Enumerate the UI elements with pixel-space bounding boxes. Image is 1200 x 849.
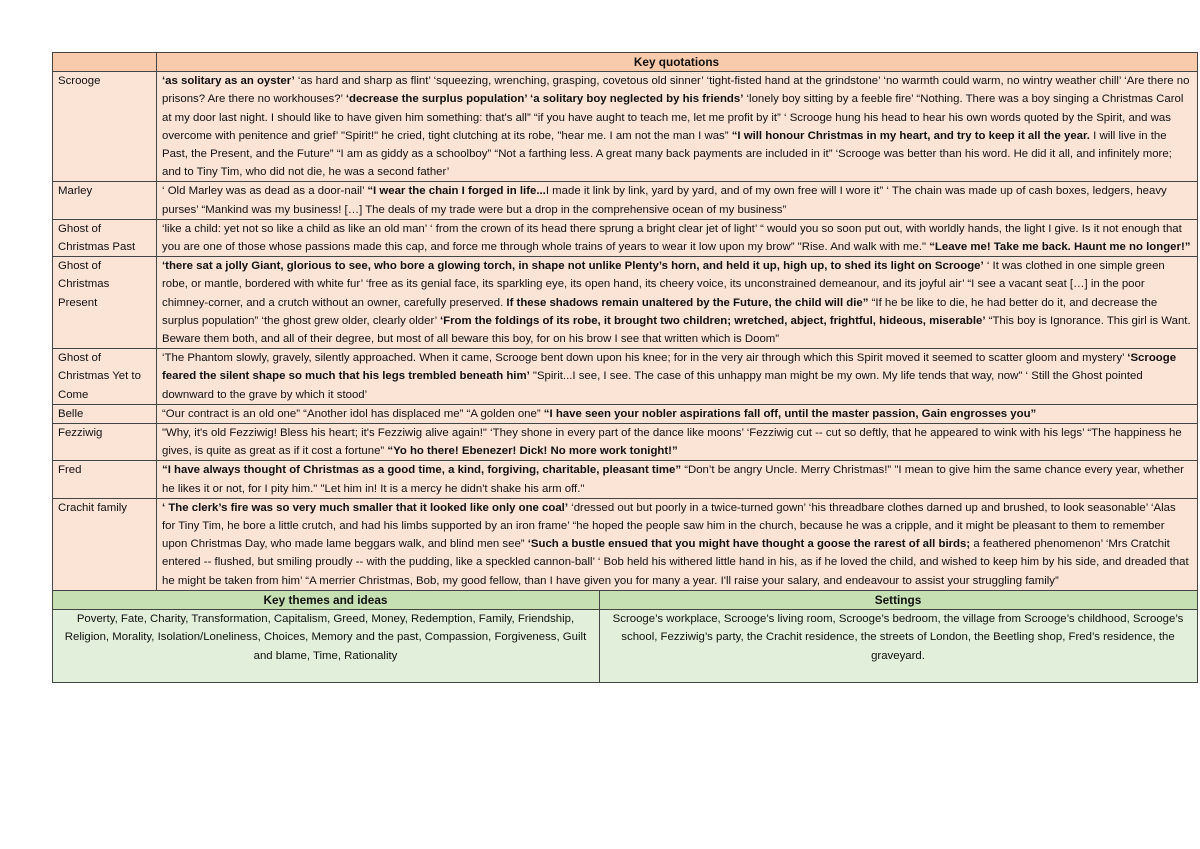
settings-text: Scrooge’s workplace, Scrooge’s living room, Scrooge’s bedroom, the village from Scrooge’s childhood, Scrooge’s school, Fezziwig’s party, the Crachit residence, the streets of London, the Beetling shop, Fred’s residence, the graveyard. <box>600 610 1198 683</box>
table-row <box>53 404 1198 423</box>
key-quote-bold: ‘From the foldings of its robe, it brought two children; wretched, abject, frightful, hideous, miserable’ <box>439 314 986 327</box>
quote-text: I made it link by link, yard by yard, and of my own free will I wore it” ‘ The chain was made up of cash boxes, ledgers, heavy purses’ “Mankind was my business! […] The deals of my trade were but a drop in the comprehensive ocean of my business” <box>162 185 1167 216</box>
quote-text: “This boy is Ignorance. This girl is Want. Beware them both, and all of their degree, but most of all beware this boy, for on his brow I see that written which is Doom” <box>162 314 1191 346</box>
character-name: Belle <box>53 404 157 423</box>
quote-text: “If he be like to die, he had better do it, and decrease the surplus population” ‘the ghost grew older, clearly older’ <box>162 296 1158 327</box>
key-themes-text: Poverty, Fate, Charity, Transformation, Capitalism, Greed, Money, Redemption, Family, Friendship, Religion, Morality, Isolation/Loneliness, Choices, Memory and the past, Compassion, Forgiveness, Guilt and blame, Time, Rationality <box>53 610 600 683</box>
character-quotations <box>157 219 1198 256</box>
character-name: Fezziwig <box>53 424 157 461</box>
table-row <box>53 182 1198 219</box>
character-quotations <box>157 461 1198 498</box>
key-themes-heading: Key themes and ideas <box>53 590 600 609</box>
key-quote-bold: ‘decrease the surplus population’ ‘a solitary boy neglected by his friends’ <box>345 93 744 106</box>
key-quote-bold: ‘Scrooge feared the silent shape so much that his legs trembled beneath him’ <box>162 352 1177 383</box>
quote-text: a feathered phenomenon’ ‘Mrs Cratchit entered -- flushed, but smiling proudly -- with the pudding, like a speckled cannon-ball’ ‘ Bob held his withered little hand in his, as if he loved the child, and wished to keep him by his side, and dreaded that he might be taken from him’ “A merrier Christmas, Bob, my good fellow, than I have given you for many a year. I'll raise your salary, and endeavour to assist your struggling family” <box>162 538 1189 587</box>
character-name: Scrooge <box>53 72 157 182</box>
character-quotations <box>157 257 1198 349</box>
key-quote-bold: ‘as solitary as an oyster’ <box>162 75 295 88</box>
character-name: Ghost of Christmas Present <box>53 257 157 349</box>
table-row <box>53 349 1198 405</box>
key-quote-bold: ‘there sat a jolly Giant, glorious to see, who bore a glowing torch, in shape not unlike Plenty’s horn, and held it up, high up, to shed its light on Scrooge’ <box>162 260 984 273</box>
quote-text: ‘like a child: yet not so like a child as like an old man’ ‘ from the crown of its head there sprung a bright clear jet of light’ “ would you so soon put out, with worldly hands, the light I give. Is it not enough that you are one of those whose passions made this cap, and force me through whole trains of years to wear it low upon my brow” "Rise. And walk with me." <box>162 222 1182 254</box>
section-header-row <box>53 590 1198 609</box>
key-quote-bold: “Leave me! Take me back. Haunt me no longer!” <box>929 241 1191 254</box>
quotations-table <box>52 52 1198 683</box>
character-name: Fred <box>53 461 157 498</box>
character-name: Ghost of Christmas Yet to Come <box>53 349 157 405</box>
quote-text: ‘ Old Marley was as dead as a door-nail’ <box>162 185 368 198</box>
key-quote-bold: “I wear the chain I forged in life... <box>367 185 546 198</box>
table-row <box>53 257 1198 349</box>
quote-text: ‘The Phantom slowly, gravely, silently approached. When it came, Scrooge bent down upon his knee; for in the very air through which this Spirit moved it seemed to scatter gloom and mystery’ <box>162 352 1128 365</box>
character-quotations <box>157 349 1198 405</box>
quote-text: "Spirit...I see, I see. The case of this unhappy man might be my own. My life tends that way, now" ‘ Still the Ghost pointed downward to the grave by which it stood’ <box>162 370 1143 401</box>
key-quotations-heading: Key quotations <box>157 53 1198 72</box>
character-name: Ghost of Christmas Past <box>53 219 157 256</box>
table-row <box>53 424 1198 461</box>
header-corner-cell <box>53 53 157 72</box>
key-quote-bold: “Yo ho there! Ebenezer! Dick! No more work tonight!” <box>387 445 678 458</box>
quote-text: "Why, it's old Fezziwig! Bless his heart; it's Fezziwig alive again!" ‘They shone in every part of the dance like moons’ ‘Fezziwig cut -- cut so deftly, that he appeared to wink with his legs’ “The happiness he gives, is quite as great as if it cost a fortune” <box>162 427 1182 458</box>
key-quote-bold: If these shadows remain unaltered by the Future, the child will die” <box>506 296 869 309</box>
key-quote-bold: “I have seen your nobler aspirations fall off, until the master passion, Gain engrosses you” <box>543 407 1037 420</box>
key-quote-bold: ‘Such a bustle ensued that you might have thought a goose the rarest of all birds; <box>527 538 971 551</box>
quote-text: ‘dressed out but poorly in a twice-turned gown’ ‘his threadbare clothes darned up and brushed, to look seasonable’ ‘Alas for Tiny Tim, he bore a little crutch, and had his limbs supported by an iron frame’ “he hoped the people saw him in the church, because he was a cripple, and it might be pleasant to them to remember upon Christmas Day, who made lame beggars walk, and blind men see” <box>162 501 1176 551</box>
quote-text: ‘as hard and sharp as flint’ ‘squeezing, wrenching, grasping, covetous old sinner’ ‘tight-fisted hand at the grindstone’ ‘no warmth could warm, no wintry weather chill’ ‘Are there no prisons? Are there no workhouses?’ <box>162 75 1190 106</box>
character-quotations <box>157 424 1198 461</box>
table-row <box>53 498 1198 590</box>
character-quotations <box>157 72 1198 182</box>
table-row <box>53 72 1198 182</box>
quote-text: “Our contract is an old one” “Another idol has displaced me” “A golden one” <box>162 407 544 420</box>
character-quotations <box>157 498 1198 590</box>
key-quote-bold: ‘ The clerk’s fire was so very much smaller that it looked like only one coal’ <box>162 501 568 514</box>
character-name: Crachit family <box>53 498 157 590</box>
themes-settings-row <box>53 610 1198 683</box>
quote-text: ‘ It was clothed in one simple green robe, or mantle, bordered with white fur’ ‘free as its genial face, its sparkling eye, its open hand, its cheery voice, its unconstrained demeanour, and its joyful air’ “I see a vacant seat […] in the poor chimney-corner, and a crutch without an owner, carefully preserved. <box>162 260 1165 309</box>
quote-text: ‘lonely boy sitting by a feeble fire’ “Nothing. There was a boy singing a Christmas Carol at my door last night. I should like to have given him something: that's all” “if you have aught to teach me, let me profit by it” ‘ Scrooge hung his head to hear his own words quoted by the Spirit, and was overcome with penitence and grief’ "Spirit!" he cried, tight clutching at its robe, "hear me. I am not the man I was” <box>162 93 1184 142</box>
table-row <box>53 219 1198 256</box>
table-row <box>53 461 1198 498</box>
quote-text: “Don’t be angry Uncle. Merry Christmas!” "I mean to give him the same chance every year, whether he likes it or not, for I pity him." "Let him in! It is a mercy he didn't shake his arm off." <box>162 464 1184 495</box>
document-page <box>52 52 1197 683</box>
key-quote-bold: “I will honour Christmas in my heart, and try to keep it all the year. <box>731 129 1090 142</box>
character-rows <box>53 72 1198 591</box>
quote-text: I will live in the Past, the Present, and the Future” “I am as giddy as a schoolboy” “Not a farthing less. A great many back payments are included in it” ‘Scrooge was better than his word. He did it all, and infinitely more; and to Tiny Tim, who did not die, he was a second father’ <box>162 129 1172 179</box>
character-quotations <box>157 182 1198 219</box>
character-quotations <box>157 404 1198 423</box>
settings-heading: Settings <box>600 590 1198 609</box>
table-header-row <box>53 53 1198 72</box>
key-quote-bold: “I have always thought of Christmas as a good time, a kind, forgiving, charitable, pleasant time” <box>162 464 682 477</box>
character-name: Marley <box>53 182 157 219</box>
